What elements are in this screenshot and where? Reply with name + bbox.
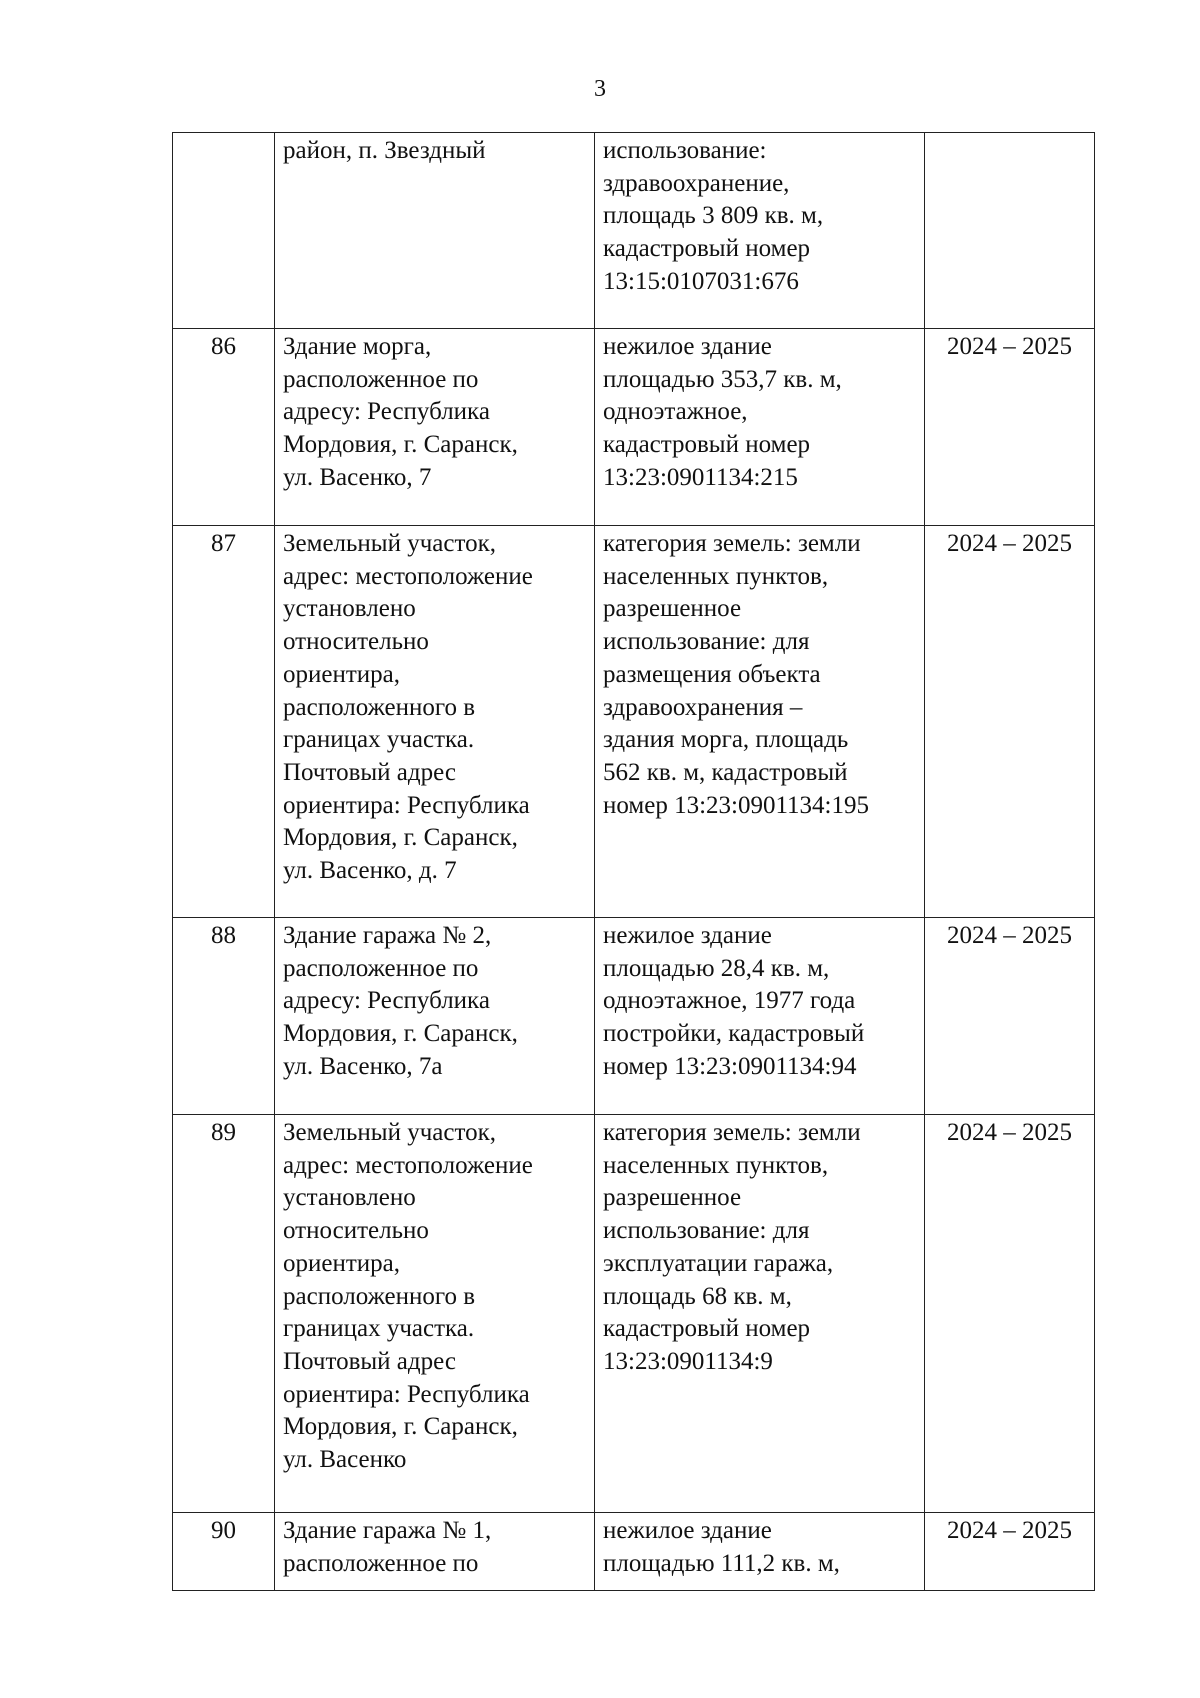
object-line: Земельный участок, <box>283 530 496 557</box>
object-description <box>595 918 925 1115</box>
period: 2024 – 2025 <box>925 329 1095 526</box>
description-line: населенных пунктов, <box>603 562 829 590</box>
object-line: границах участка. <box>283 1315 475 1343</box>
description-line: постройки, кадастровый <box>603 1020 865 1048</box>
object-line: расположенное по <box>283 1549 479 1577</box>
object-line: адрес: местоположение <box>283 562 533 590</box>
object-name <box>275 1513 595 1591</box>
object-name <box>275 526 595 918</box>
description-line: здания морга, площадь <box>603 726 849 754</box>
description-line: использование: для <box>603 1217 810 1245</box>
description-line: здравоохранения – <box>603 693 803 721</box>
object-line: Мордовия, г. Саранск, <box>283 1413 518 1441</box>
object-line: адресу: Республика <box>283 987 490 1015</box>
period <box>925 133 1095 329</box>
object-line: расположенное по <box>283 954 479 982</box>
period: 2024 – 2025 <box>925 526 1095 918</box>
description-line: нежилое здание <box>603 333 772 360</box>
row-number: 87 <box>173 526 275 918</box>
description-line: номер 13:23:0901134:195 <box>603 791 869 819</box>
table-row <box>173 918 1095 1115</box>
object-line: ул. Васенко, 7 <box>283 463 432 491</box>
description-line: одноэтажное, <box>603 398 748 426</box>
object-description <box>595 133 925 329</box>
object-line: ориентира: Республика <box>283 791 530 819</box>
description-line: разрешенное <box>603 1184 742 1212</box>
description-line: 13:23:0901134:9 <box>603 1347 773 1375</box>
object-line: относительно <box>283 1217 429 1245</box>
object-description <box>595 329 925 526</box>
page-number: 3 <box>594 76 606 102</box>
description-line: кадастровый номер <box>603 1315 811 1343</box>
object-line: ориентира: Республика <box>283 1380 530 1408</box>
object-line: Мордовия, г. Саранск, <box>283 431 518 459</box>
description-line: площадью 111,2 кв. м, <box>603 1549 840 1577</box>
object-line: Почтовый адрес <box>283 1347 456 1375</box>
description-line: населенных пунктов, <box>603 1151 829 1179</box>
property-table <box>172 132 1095 1591</box>
object-line: адресу: Республика <box>283 398 490 426</box>
object-line: границах участка. <box>283 726 475 754</box>
object-line: Здание гаража № 1, <box>283 1517 492 1544</box>
description-line: номер 13:23:0901134:94 <box>603 1052 857 1080</box>
description-line: нежилое здание <box>603 922 772 949</box>
description-line: площадью 28,4 кв. м, <box>603 954 830 982</box>
object-line: ул. Васенко, 7а <box>283 1052 443 1080</box>
description-line: площадь 3 809 кв. м, <box>603 202 824 230</box>
description-line: 13:23:0901134:215 <box>603 463 798 491</box>
description-line: кадастровый номер <box>603 235 811 263</box>
description-line: площадью 353,7 кв. м, <box>603 365 842 393</box>
description-line: нежилое здание <box>603 1517 772 1544</box>
description-line: 562 кв. м, кадастровый <box>603 758 848 786</box>
object-line: относительно <box>283 628 429 656</box>
object-line: Мордовия, г. Саранск, <box>283 824 518 852</box>
row-number: 90 <box>173 1513 275 1591</box>
description-line: использование: <box>603 137 767 164</box>
table-row <box>173 1513 1095 1591</box>
row-number: 88 <box>173 918 275 1115</box>
description-line: эксплуатации гаража, <box>603 1249 834 1277</box>
description-line: площадь 68 кв. м, <box>603 1282 792 1310</box>
object-line: ул. Васенко <box>283 1446 407 1474</box>
description-line: категория земель: земли <box>603 1119 861 1146</box>
object-name <box>275 133 595 329</box>
object-line: ориентира, <box>283 660 401 688</box>
object-name <box>275 918 595 1115</box>
period: 2024 – 2025 <box>925 1115 1095 1513</box>
object-line: установлено <box>283 595 416 623</box>
object-line: адрес: местоположение <box>283 1151 533 1179</box>
object-description <box>595 1115 925 1513</box>
description-line: кадастровый номер <box>603 431 811 459</box>
description-line: размещения объекта <box>603 660 821 688</box>
table-row <box>173 1115 1095 1513</box>
object-line: район, п. Звездный <box>283 137 486 164</box>
description-line: категория земель: земли <box>603 530 861 557</box>
description-line: здравоохранение, <box>603 169 790 197</box>
object-line: ул. Васенко, д. 7 <box>283 857 457 885</box>
object-line: ориентира, <box>283 1249 401 1277</box>
object-line: установлено <box>283 1184 416 1212</box>
description-line: одноэтажное, 1977 года <box>603 987 856 1015</box>
period: 2024 – 2025 <box>925 918 1095 1115</box>
period: 2024 – 2025 <box>925 1513 1095 1591</box>
object-description <box>595 1513 925 1591</box>
object-line: Здание гаража № 2, <box>283 922 492 949</box>
object-line: расположенного в <box>283 693 476 721</box>
object-name <box>275 1115 595 1513</box>
object-line: расположенное по <box>283 365 479 393</box>
row-number: 89 <box>173 1115 275 1513</box>
object-line: Земельный участок, <box>283 1119 496 1146</box>
object-line: Мордовия, г. Саранск, <box>283 1020 518 1048</box>
object-name <box>275 329 595 526</box>
object-line: Здание морга, <box>283 333 432 360</box>
table-row <box>173 133 1095 329</box>
description-line: разрешенное <box>603 595 742 623</box>
object-line: Почтовый адрес <box>283 758 456 786</box>
description-line: 13:15:0107031:676 <box>603 267 799 295</box>
description-line: использование: для <box>603 628 810 656</box>
object-line: расположенного в <box>283 1282 476 1310</box>
table-row <box>173 526 1095 918</box>
row-number <box>173 133 275 329</box>
object-description <box>595 526 925 918</box>
table-row <box>173 329 1095 526</box>
row-number: 86 <box>173 329 275 526</box>
